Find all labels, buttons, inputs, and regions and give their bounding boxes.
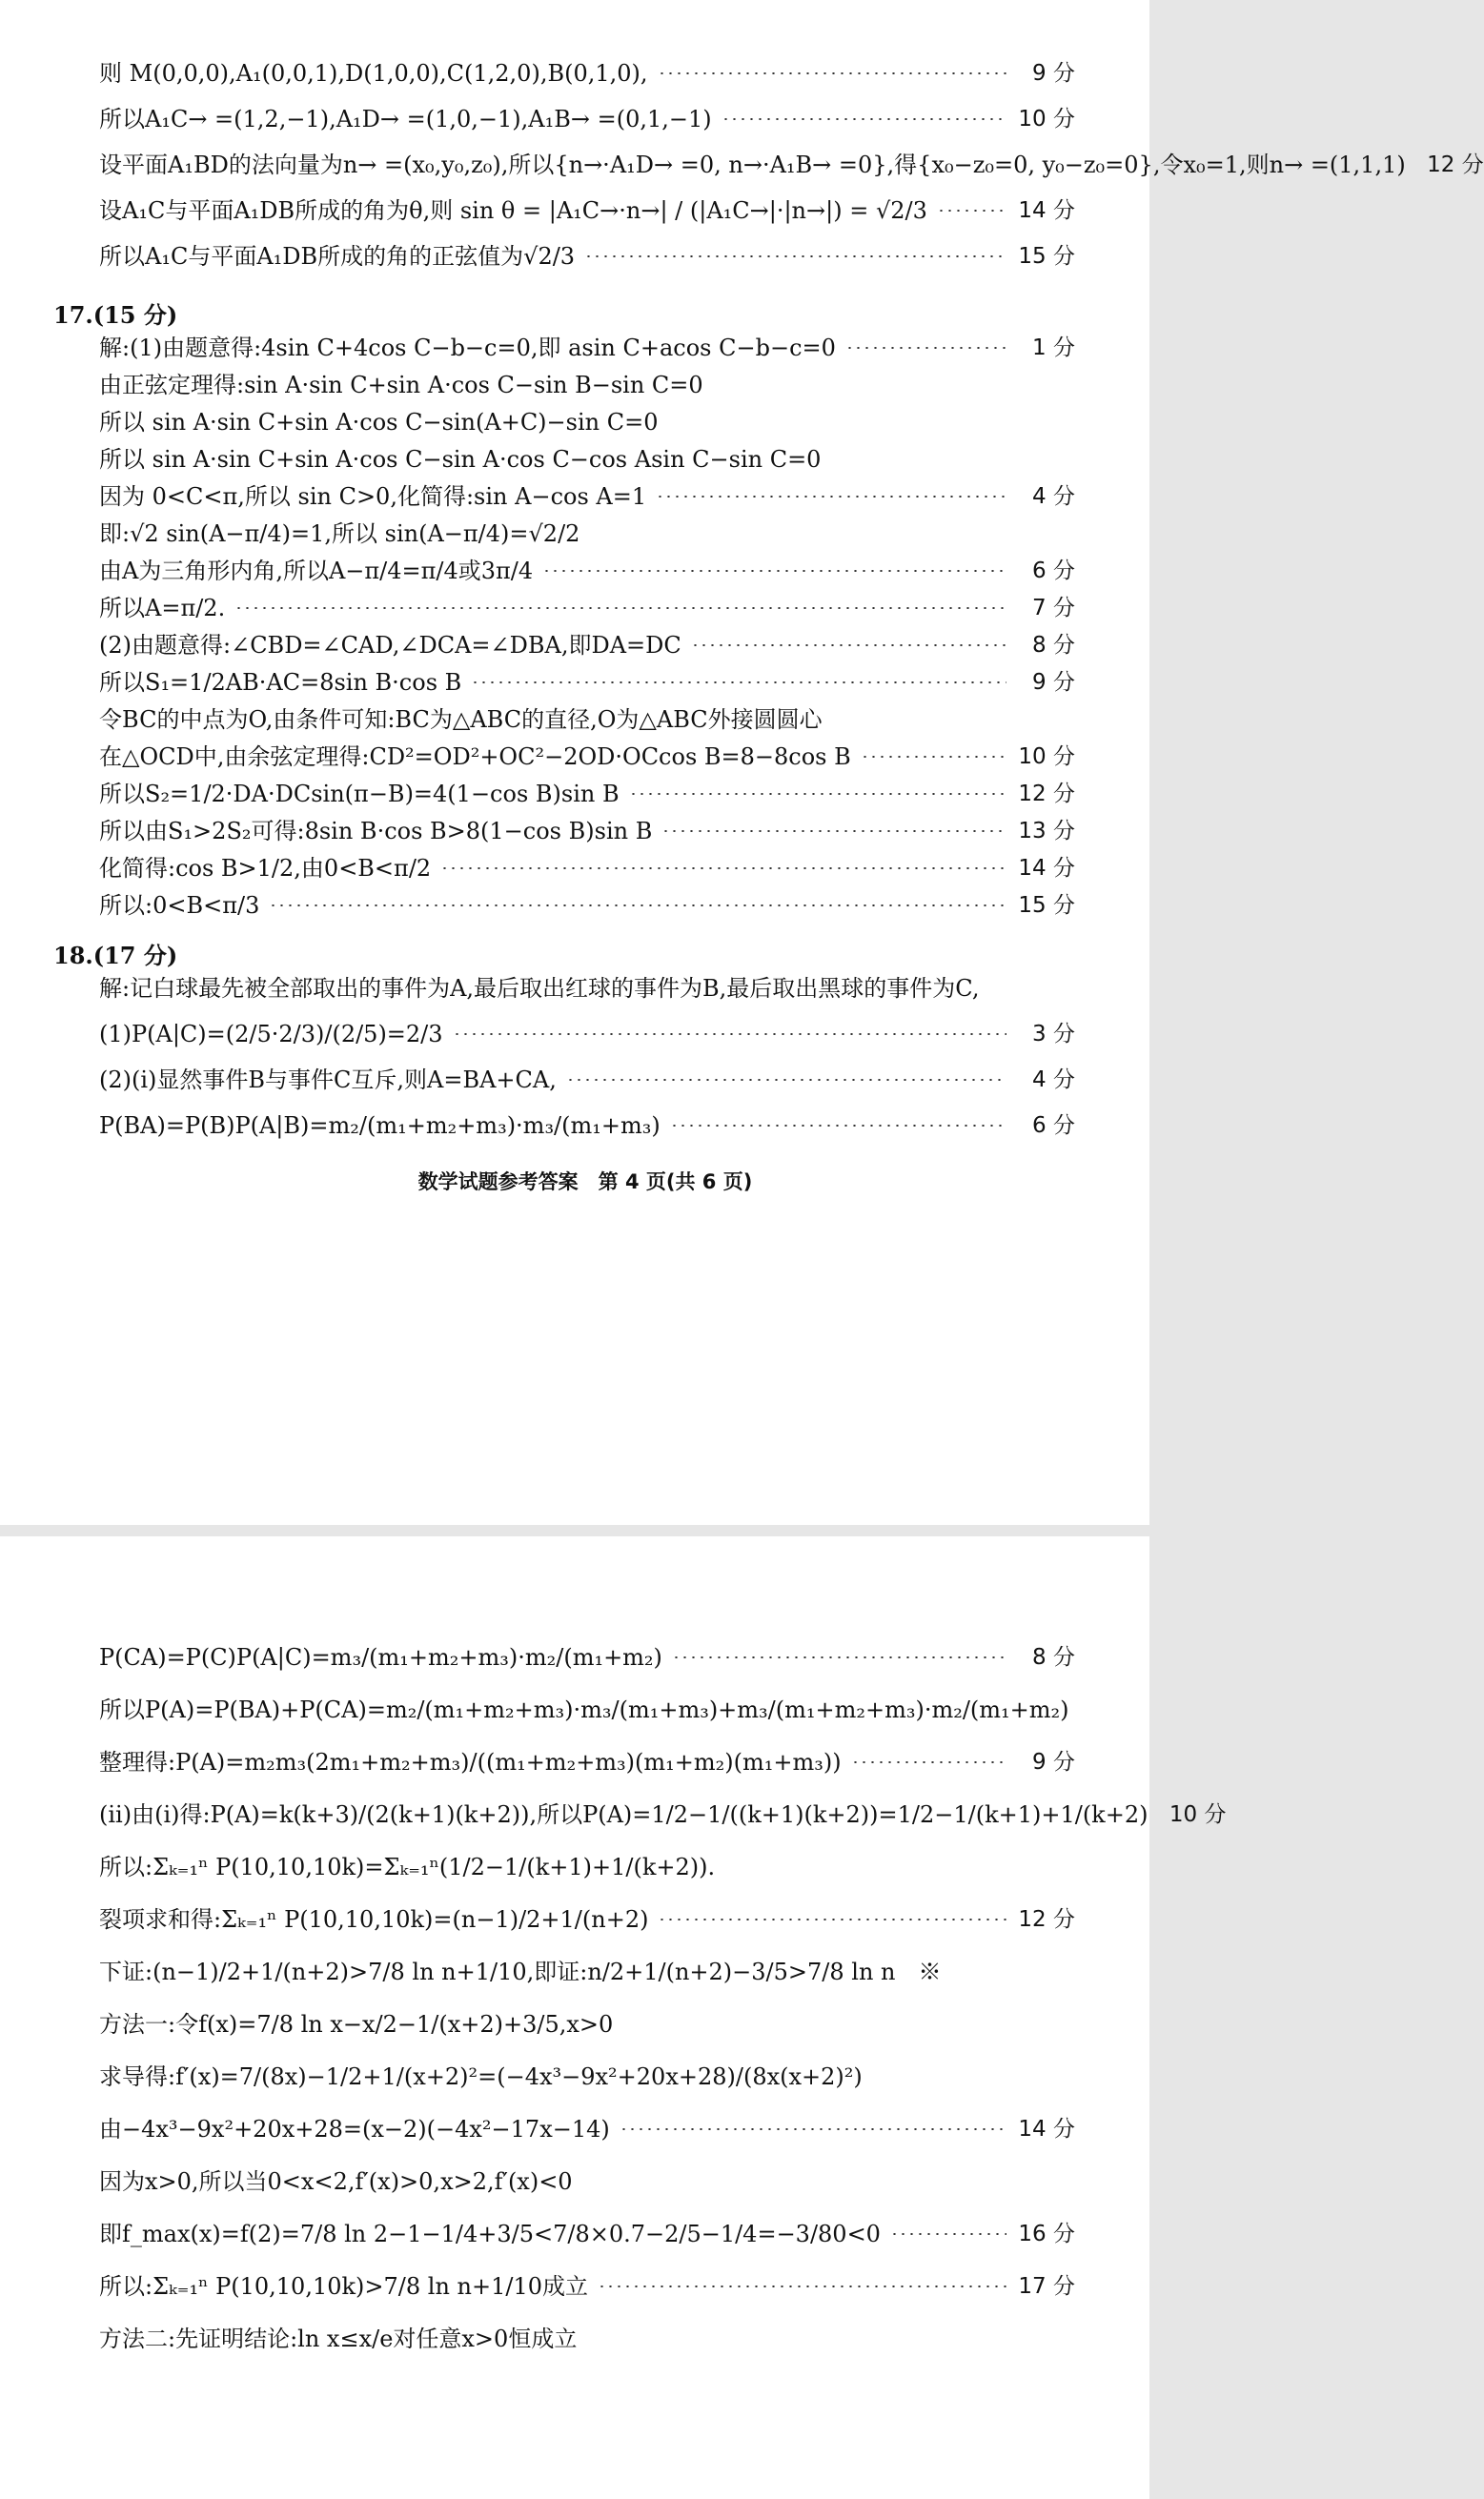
solution-line — [95, 592, 1075, 624]
score-mark: 9 分 — [1032, 1750, 1075, 1775]
solution-line — [95, 149, 1484, 181]
leader-dots — [453, 1033, 1006, 1035]
line-text: 即:√2 sin(A−π/4)=1,所以 sin(A−π/4)=√2/2 — [99, 520, 580, 547]
solution-line — [95, 1641, 1075, 1674]
line-text: 令BC的中点为O,由条件可知:BC为△ABC的直径,O为△ABC外接圆圆心 — [99, 706, 823, 733]
leader-dots — [937, 210, 1006, 212]
score-mark: 14 分 — [1018, 2117, 1075, 2142]
line-text: 方法二:先证明结论:ln x≤x/e对任意x>0恒成立 — [99, 2326, 578, 2352]
leader-dots — [658, 1919, 1006, 1920]
line-text: 化简得:cos B>1/2,由0<B<π/2 — [99, 855, 432, 882]
line-text: 所以:0<B<π/3 — [99, 892, 260, 919]
line-text: 由A为三角形内角,所以A−π/4=π/4或3π/4 — [99, 558, 534, 584]
score-mark: 6 分 — [1032, 1113, 1075, 1138]
line-text: 则 M(0,0,0),A₁(0,0,1),D(1,0,0),C(1,2,0),B(0,1,0), — [99, 60, 648, 87]
leader-dots — [598, 2286, 1006, 2287]
solution-line — [95, 889, 1075, 922]
line-text: 所以A=π/2. — [99, 595, 226, 621]
leader-dots — [584, 255, 1006, 257]
line-text: 所以由S₁>2S₂可得:8sin B·cos B>8(1−cos B)sin B — [99, 818, 653, 844]
score-mark: 7 分 — [1032, 596, 1075, 620]
line-text: 解:记白球最先被全部取出的事件为A,最后取出红球的事件为B,最后取出黑球的事件为C, — [99, 975, 980, 1002]
leader-dots — [722, 118, 1006, 120]
score-mark: 14 分 — [1018, 856, 1075, 881]
solution-line — [95, 443, 1075, 476]
solution-line — [95, 1851, 1075, 1883]
score-mark: 15 分 — [1018, 893, 1075, 918]
leader-dots — [440, 867, 1006, 869]
solution-line — [95, 240, 1075, 273]
leader-dots — [620, 2128, 1006, 2130]
score-mark: 10 分 — [1169, 1802, 1227, 1827]
q17-solution — [95, 332, 1075, 922]
leader-dots — [658, 72, 1006, 74]
q17-heading: 17.(15 分) — [53, 301, 178, 329]
line-text: (2)由题意得:∠CBD=∠CAD,∠DCA=∠DBA,即DA=DC — [99, 632, 681, 659]
leader-dots — [670, 1125, 1006, 1127]
leader-dots — [861, 756, 1006, 758]
solution-line — [95, 2218, 1075, 2250]
line-text: (2)(ⅰ)显然事件B与事件C互斥,则A=BA+CA, — [99, 1067, 557, 1093]
line-text: (ⅱ)由(ⅰ)得:P(A)=k(k+3)/(2(k+1)(k+2)),所以P(A)=1/2−1/((k+1)(k+2))=1/2−1/(k+1)+1/(k+2) — [99, 1801, 1149, 1828]
line-text: 所以 sin A·sin C+sin A·cos C−sin A·cos C−cos Asin C−sin C=0 — [99, 446, 822, 473]
solution-line — [95, 2165, 1075, 2198]
line-text: 由−4x³−9x²+20x+28=(x−2)(−4x²−17x−14) — [99, 2116, 610, 2143]
line-text: 整理得:P(A)=m₂m₃(2m₁+m₂+m₃)/((m₁+m₂+m₃)(m₁+m₂)(m₁+m₃)) — [99, 1749, 842, 1776]
solution-line — [95, 103, 1075, 135]
score-mark: 12 分 — [1427, 152, 1484, 177]
solution-line — [95, 1064, 1075, 1096]
solution-line — [95, 1694, 1075, 1726]
line-text: 所以S₂=1/2·DA·DCsin(π−B)=4(1−cos B)sin B — [99, 781, 620, 807]
solution-line — [95, 741, 1075, 773]
score-mark: 16 分 — [1018, 2222, 1075, 2246]
solution-line — [95, 57, 1075, 90]
solution-line — [95, 2323, 1075, 2355]
leader-dots — [566, 1079, 1006, 1081]
leader-dots — [269, 904, 1006, 906]
leader-dots — [234, 607, 1006, 609]
solution-line — [95, 778, 1075, 810]
score-mark: 4 分 — [1032, 484, 1075, 509]
solution-line — [95, 1903, 1075, 1936]
q18-solution — [95, 972, 1075, 1142]
score-mark: 4 分 — [1032, 1067, 1075, 1092]
solution-line — [95, 555, 1075, 587]
solution-line — [95, 1018, 1075, 1050]
solution-line — [95, 1746, 1075, 1778]
line-text: 下证:(n−1)/2+1/(n+2)>7/8 ln n+1/10,即证:n/2+1/(n+2)−3/5>7/8 ln n ※ — [99, 1959, 942, 1985]
leader-dots — [656, 496, 1006, 498]
line-text: P(CA)=P(C)P(A|C)=m₃/(m₁+m₂+m₃)·m₂/(m₁+m₂) — [99, 1644, 662, 1671]
solution-line — [95, 406, 1075, 438]
line-text: 裂项求和得:Σₖ₌₁ⁿ P(10,10,10k)=(n−1)/2+1/(n+2) — [99, 1906, 649, 1933]
line-text: 所以 sin A·sin C+sin A·cos C−sin(A+C)−sin C=0 — [99, 409, 659, 436]
score-mark: 8 分 — [1032, 633, 1075, 658]
solution-line — [95, 332, 1075, 364]
score-mark: 6 分 — [1032, 559, 1075, 583]
solution-line — [95, 1109, 1075, 1142]
solution-line — [95, 1798, 1227, 1831]
solution-line — [95, 194, 1075, 227]
line-text: 所以A₁C与平面A₁DB所成的角的正弦值为√2/3 — [99, 243, 576, 270]
leader-dots — [661, 830, 1006, 832]
q16-tail — [95, 57, 1484, 273]
score-mark: 9 分 — [1032, 61, 1075, 86]
solution-line — [95, 815, 1075, 847]
line-text: 因为x>0,所以当0<x<2,f′(x)>0,x>2,f′(x)<0 — [99, 2168, 573, 2195]
page-footer: 数学试题参考答案 第 4 页(共 6 页) — [417, 1170, 753, 1193]
solution-line — [95, 666, 1075, 699]
solution-line — [95, 480, 1075, 513]
leader-dots — [672, 1656, 1006, 1658]
score-mark: 12 分 — [1018, 1907, 1075, 1932]
solution-line — [95, 629, 1075, 661]
answer-page-5 — [0, 1536, 1227, 2499]
line-text: 所以A₁C→ =(1,2,−1),A₁D→ =(1,0,−1),A₁B→ =(0,1,−1) — [99, 106, 712, 132]
solution-line — [95, 518, 1075, 550]
line-text: 所以S₁=1/2AB·AC=8sin B·cos B — [99, 669, 462, 696]
line-text: 在△OCD中,由余弦定理得:CD²=OD²+OC²−2OD·OCcos B=8−8cos B — [99, 743, 851, 770]
leader-dots — [691, 644, 1006, 646]
line-text: 解:(1)由题意得:4sin C+4cos C−b−c=0,即 asin C+acos C−b−c=0 — [99, 335, 836, 361]
line-text: 设平面A₁BD的法向量为n→ =(x₀,y₀,z₀),所以{n→·A₁D→ =0, n→·A₁B→ =0},得{x₀−z₀=0, y₀−z₀=0},令x₀=1,则n→ =(1,1,1) — [99, 152, 1406, 178]
leader-dots — [845, 347, 1006, 349]
leader-dots — [542, 570, 1006, 572]
leader-dots — [629, 793, 1006, 795]
score-mark: 14 分 — [1018, 198, 1075, 223]
line-text: 所以:Σₖ₌₁ⁿ P(10,10,10k)>7/8 ln n+1/10成立 — [99, 2273, 588, 2300]
score-mark: 13 分 — [1018, 819, 1075, 843]
q18-heading: 18.(17 分) — [53, 942, 178, 969]
solution-line — [95, 972, 1075, 1005]
score-mark: 15 分 — [1018, 244, 1075, 269]
solution-line — [95, 2008, 1075, 2041]
solution-line — [95, 703, 1075, 736]
q18-solution-continued — [95, 1641, 1227, 2355]
score-mark: 9 分 — [1032, 670, 1075, 695]
line-text: 方法一:令f(x)=7/8 ln x−x/2−1/(x+2)+3/5,x>0 — [99, 2011, 614, 2038]
line-text: 所以:Σₖ₌₁ⁿ P(10,10,10k)=Σₖ₌₁ⁿ(1/2−1/(k+1)+1/(k+2)). — [99, 1854, 716, 1880]
line-text: 所以P(A)=P(BA)+P(CA)=m₂/(m₁+m₂+m₃)·m₃/(m₁+m₃)+m₃/(m₁+m₂+m₃)·m₂/(m₁+m₂) — [99, 1696, 1069, 1723]
score-mark: 1 分 — [1032, 335, 1075, 360]
score-mark: 17 分 — [1018, 2274, 1075, 2299]
score-mark: 10 分 — [1018, 107, 1075, 132]
score-mark: 3 分 — [1032, 1022, 1075, 1046]
solution-line — [95, 1956, 1075, 1988]
solution-line — [95, 369, 1075, 401]
solution-line — [95, 2061, 1075, 2093]
solution-line — [95, 2113, 1075, 2145]
leader-dots — [851, 1761, 1006, 1763]
line-text: 求导得:f′(x)=7/(8x)−1/2+1/(x+2)²=(−4x³−9x²+20x+28)/(8x(x+2)²) — [99, 2063, 863, 2090]
line-text: (1)P(A|C)=(2/5·2/3)/(2/5)=2/3 — [99, 1021, 443, 1047]
line-text: 由正弦定理得:sin A·sin C+sin A·cos C−sin B−sin C=0 — [99, 372, 703, 398]
score-mark: 12 分 — [1018, 782, 1075, 806]
solution-line — [95, 2270, 1075, 2303]
leader-dots — [890, 2233, 1006, 2235]
line-text: 因为 0<C<π,所以 sin C>0,化简得:sin A−cos A=1 — [99, 483, 647, 510]
score-mark: 10 分 — [1018, 744, 1075, 769]
line-text: 设A₁C与平面A₁DB所成的角为θ,则 sin θ = |A₁C→·n→| / (|A₁C→|·|n→|) = √2/3 — [99, 197, 927, 224]
leader-dots — [471, 681, 1006, 683]
line-text: P(BA)=P(B)P(A|B)=m₂/(m₁+m₂+m₃)·m₃/(m₁+m₃) — [99, 1112, 661, 1139]
solution-line — [95, 852, 1075, 884]
score-mark: 8 分 — [1032, 1645, 1075, 1670]
line-text: 即f_max(x)=f(2)=7/8 ln 2−1−1/4+3/5<7/8×0.7−2/5−1/4=−3/80<0 — [99, 2221, 881, 2247]
